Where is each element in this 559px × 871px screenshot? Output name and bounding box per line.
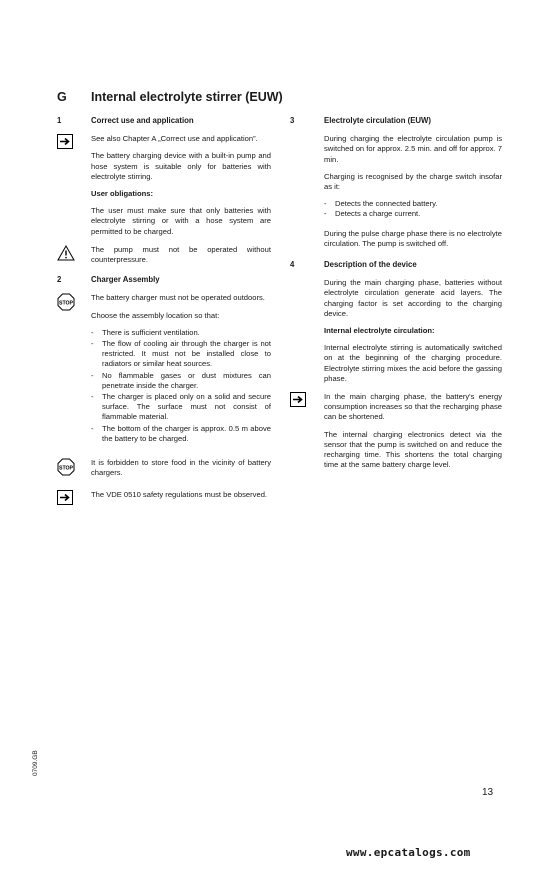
left-column xyxy=(57,116,271,509)
right-column xyxy=(290,116,502,478)
section-2-title: Charger Assembly xyxy=(91,275,160,285)
section-2-number: 2 xyxy=(57,275,62,285)
list-item: - The bottom of the charger is approx. 0.5 m above the battery to be charged. xyxy=(91,424,271,444)
detection-list xyxy=(324,199,502,219)
arrow-note-icon xyxy=(57,490,75,506)
energy-note xyxy=(290,392,502,470)
list-item: - Detects a charge current. xyxy=(324,209,502,219)
assembly-choose-text: Choose the assembly location so that: xyxy=(91,310,220,320)
section-1-heading xyxy=(57,116,271,126)
svg-text:STOP: STOP xyxy=(58,300,74,307)
page-number: 13 xyxy=(482,787,494,798)
internal-circulation-heading: Internal electrolyte circulation: xyxy=(324,326,435,336)
chapter-letter: G xyxy=(57,90,67,104)
outdoors-stop-note xyxy=(57,293,271,444)
stop-icon xyxy=(57,458,75,474)
list-item: - The flow of cooling air through the charger is not restricted. It must not be installed close to radiators or similar heat sources. xyxy=(91,339,271,370)
electronics-text: The internal charging electronics detect via the sensor that the pump is switched on and reduce the recharging time. This shortens the total charging time at the same battery charge level. xyxy=(324,429,502,470)
warning-triangle-icon xyxy=(57,245,75,261)
arrow-note-icon xyxy=(57,134,75,150)
watermark: www.epcatalogs.com xyxy=(346,846,471,859)
section-4-number: 4 xyxy=(290,260,295,270)
section-4-heading xyxy=(290,260,502,270)
list-item: - Detects the connected battery. xyxy=(324,199,502,209)
list-item: - The charger is placed only on a solid and secure surface. The surface must not consist of flammable material. xyxy=(91,392,271,423)
charge-recognition-text: Charging is recognised by the charge switch insofar as it: xyxy=(324,171,502,192)
see-also-text: See also Chapter A „Correct use and application”. xyxy=(91,134,258,144)
section-3-title: Electrolyte circulation (EUW) xyxy=(324,116,432,125)
food-stop-note xyxy=(57,458,271,478)
document-code: 0709.GB xyxy=(32,750,39,776)
intro-text: The battery charging device with a built-in pump and hose system is suitable only for batteries with electrolyte stirring. xyxy=(91,151,271,181)
svg-text:STOP: STOP xyxy=(58,465,74,472)
stirring-text: Internal electrolyte stirring is automatically switched on at the beginning of the charging procedure. Electrolyte stirring mixes the acid before the gassing phase. xyxy=(324,343,502,383)
section-1-number: 1 xyxy=(57,116,62,125)
section-4-title: Description of the device xyxy=(324,260,417,270)
list-item: - No flammable gases or dust mixtures can penetrate inside the charger. xyxy=(91,371,271,391)
food-stop-text: It is forbidden to store food in the vicinity of battery chargers. xyxy=(91,458,271,478)
vde-text: The VDE 0510 safety regulations must be observed. xyxy=(91,490,268,500)
obligations-text: The user must make sure that only batteries with electrolyte stirring or with a hose system are permitted to be charged. xyxy=(91,206,271,236)
section-4-body xyxy=(290,278,502,384)
pulse-phase-text: During the pulse charge phase there is no electrolyte circulation. The pump is switched off. xyxy=(324,228,502,248)
chapter-title: Internal electrolyte stirrer (EUW) xyxy=(91,90,283,104)
assembly-conditions-list xyxy=(91,328,271,444)
warning-text: The pump must not be operated without counterpressure. xyxy=(91,244,271,265)
acid-layers-text: During the main charging phase, batteries without electrolyte circulation generate acid layers. The charging factor is set according to the charging device. xyxy=(324,278,502,318)
arrow-note-icon xyxy=(290,392,308,408)
circulation-timing-text: During charging the electrolyte circulation pump is switched on for approx. 2.5 min. and off for approx. 7 min. xyxy=(324,134,502,164)
section-3-heading xyxy=(290,116,502,126)
section-3-number: 3 xyxy=(290,116,295,125)
see-also-note xyxy=(57,134,271,237)
stop-icon xyxy=(57,293,75,309)
page-title xyxy=(57,90,477,104)
section-3-body xyxy=(290,134,502,249)
section-1-title: Correct use and application xyxy=(91,116,194,125)
energy-note-text: In the main charging phase, the battery's energy consumption increases so that the recharging phase can be shortened. xyxy=(324,392,502,422)
section-2-heading xyxy=(57,275,271,285)
outdoors-text: The battery charger must not be operated outdoors. xyxy=(91,293,265,303)
vde-note xyxy=(57,490,271,500)
list-item: - There is sufficient ventilation. xyxy=(91,328,271,338)
pump-warning xyxy=(57,245,271,265)
obligations-heading: User obligations: xyxy=(91,189,154,199)
